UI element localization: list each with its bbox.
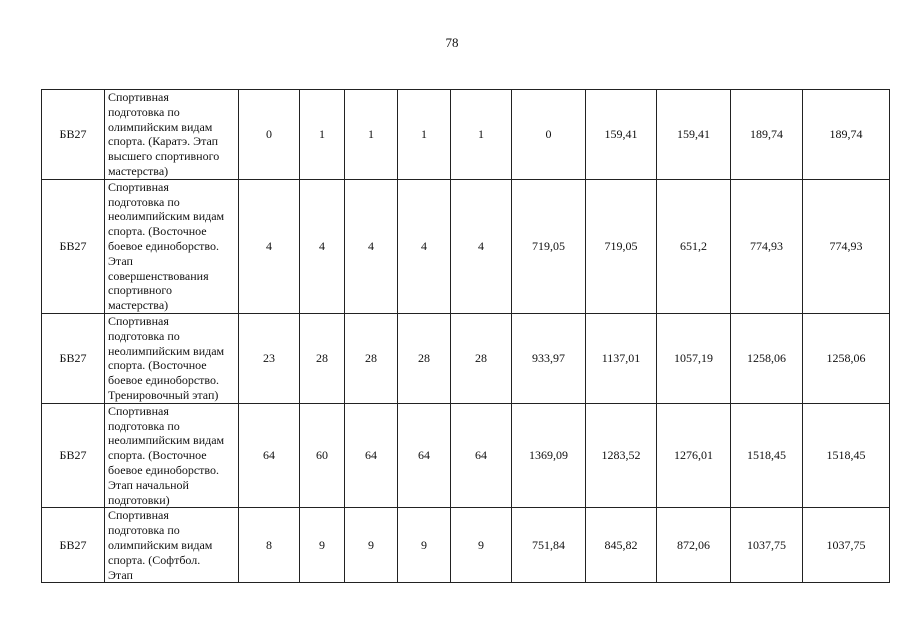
description-line: Спортивная [108,90,169,104]
value-cell: 1 [300,90,345,180]
value-cell: 719,05 [512,179,586,313]
value-cell: 933,97 [512,313,586,403]
row-description-cell [105,508,239,583]
description-line: Спортивная [108,179,169,194]
value-cell: 4 [398,179,451,313]
value-cell: 845,82 [586,508,657,583]
value-cell: 28 [451,313,512,403]
value-cell: 0 [512,90,586,180]
value-cell: 1518,45 [803,403,890,508]
description-line: боевое единоборство. [108,238,220,253]
table-row [42,313,890,403]
value-cell: 1258,06 [803,313,890,403]
value-cell: 189,74 [803,90,890,180]
value-cell: 9 [451,508,512,583]
value-cell: 189,74 [731,90,803,180]
table-body [42,90,890,583]
value-cell: 751,84 [512,508,586,583]
value-cell: 1518,45 [731,403,803,508]
description-line: олимпийским видам [108,537,213,552]
value-cell: 64 [239,403,300,508]
description-line: подготовка по [108,194,180,209]
description-line: олимпийским видам [108,119,213,134]
description-line: подготовки) [108,492,170,507]
row-description-cell [105,179,239,313]
value-cell: 23 [239,313,300,403]
description-line: мастерства) [108,298,169,313]
description-line: подготовка по [108,418,180,433]
value-cell: 159,41 [586,90,657,180]
description-line: Этап начальной [108,477,189,492]
description-line: спортивного [108,283,172,298]
description-line: спорта. (Софтбол. [108,552,201,567]
description-line: совершенствования [108,268,209,283]
value-cell: 4 [451,179,512,313]
value-cell: 64 [345,403,398,508]
description-line: Этап [108,567,133,582]
description-line: неолимпийским видам [108,343,225,358]
description-line: подготовка по [108,104,180,119]
description-line: высшего спортивного [108,149,220,164]
value-cell: 774,93 [731,179,803,313]
value-cell: 60 [300,403,345,508]
row-description-cell [105,403,239,508]
value-cell: 28 [345,313,398,403]
value-cell: 0 [239,90,300,180]
value-cell: 1276,01 [657,403,731,508]
description-line: Этап [108,253,133,268]
page-number: 78 [445,35,459,50]
value-cell: 28 [300,313,345,403]
value-cell: 159,41 [657,90,731,180]
row-code-cell: БВ27 [42,313,105,403]
row-code-cell: БВ27 [42,90,105,180]
data-table [41,89,890,583]
description-line: мастерства) [108,163,169,178]
table-row [42,403,890,508]
description-line: боевое единоборство. [108,373,220,388]
value-cell: 4 [300,179,345,313]
value-cell: 1 [345,90,398,180]
value-cell: 4 [239,179,300,313]
value-cell: 1369,09 [512,403,586,508]
value-cell: 1283,52 [586,403,657,508]
value-cell: 9 [398,508,451,583]
value-cell: 1258,06 [731,313,803,403]
description-line: Спортивная [108,508,169,523]
row-code-cell: БВ27 [42,403,105,508]
table-row [42,90,890,180]
description-line: боевое единоборство. [108,462,220,477]
row-code-cell: БВ27 [42,508,105,583]
value-cell: 651,2 [657,179,731,313]
value-cell: 1 [451,90,512,180]
description-line: спорта. (Каратэ. Этап [108,134,219,149]
value-cell: 9 [345,508,398,583]
value-cell: 872,06 [657,508,731,583]
description-line: Спортивная [108,403,169,418]
table-row [42,508,890,583]
description-line: спорта. (Восточное [108,448,207,463]
value-cell: 719,05 [586,179,657,313]
description-line: неолимпийским видам [108,433,225,448]
description-line: спорта. (Восточное [108,358,207,373]
value-cell: 8 [239,508,300,583]
value-cell: 1 [398,90,451,180]
value-cell: 9 [300,508,345,583]
value-cell: 774,93 [803,179,890,313]
value-cell: 28 [398,313,451,403]
description-line: Спортивная [108,313,169,328]
description-line: неолимпийским видам [108,209,225,224]
description-line: подготовка по [108,523,180,538]
value-cell: 1037,75 [803,508,890,583]
row-description-cell [105,313,239,403]
value-cell: 1057,19 [657,313,731,403]
table-row [42,179,890,313]
value-cell: 64 [398,403,451,508]
value-cell: 64 [451,403,512,508]
description-line: Тренировочный этап) [108,387,219,402]
description-line: спорта. (Восточное [108,224,207,239]
row-description-cell [105,90,239,180]
value-cell: 1037,75 [731,508,803,583]
value-cell: 4 [345,179,398,313]
description-line: подготовка по [108,328,180,343]
value-cell: 1137,01 [586,313,657,403]
row-code-cell: БВ27 [42,179,105,313]
